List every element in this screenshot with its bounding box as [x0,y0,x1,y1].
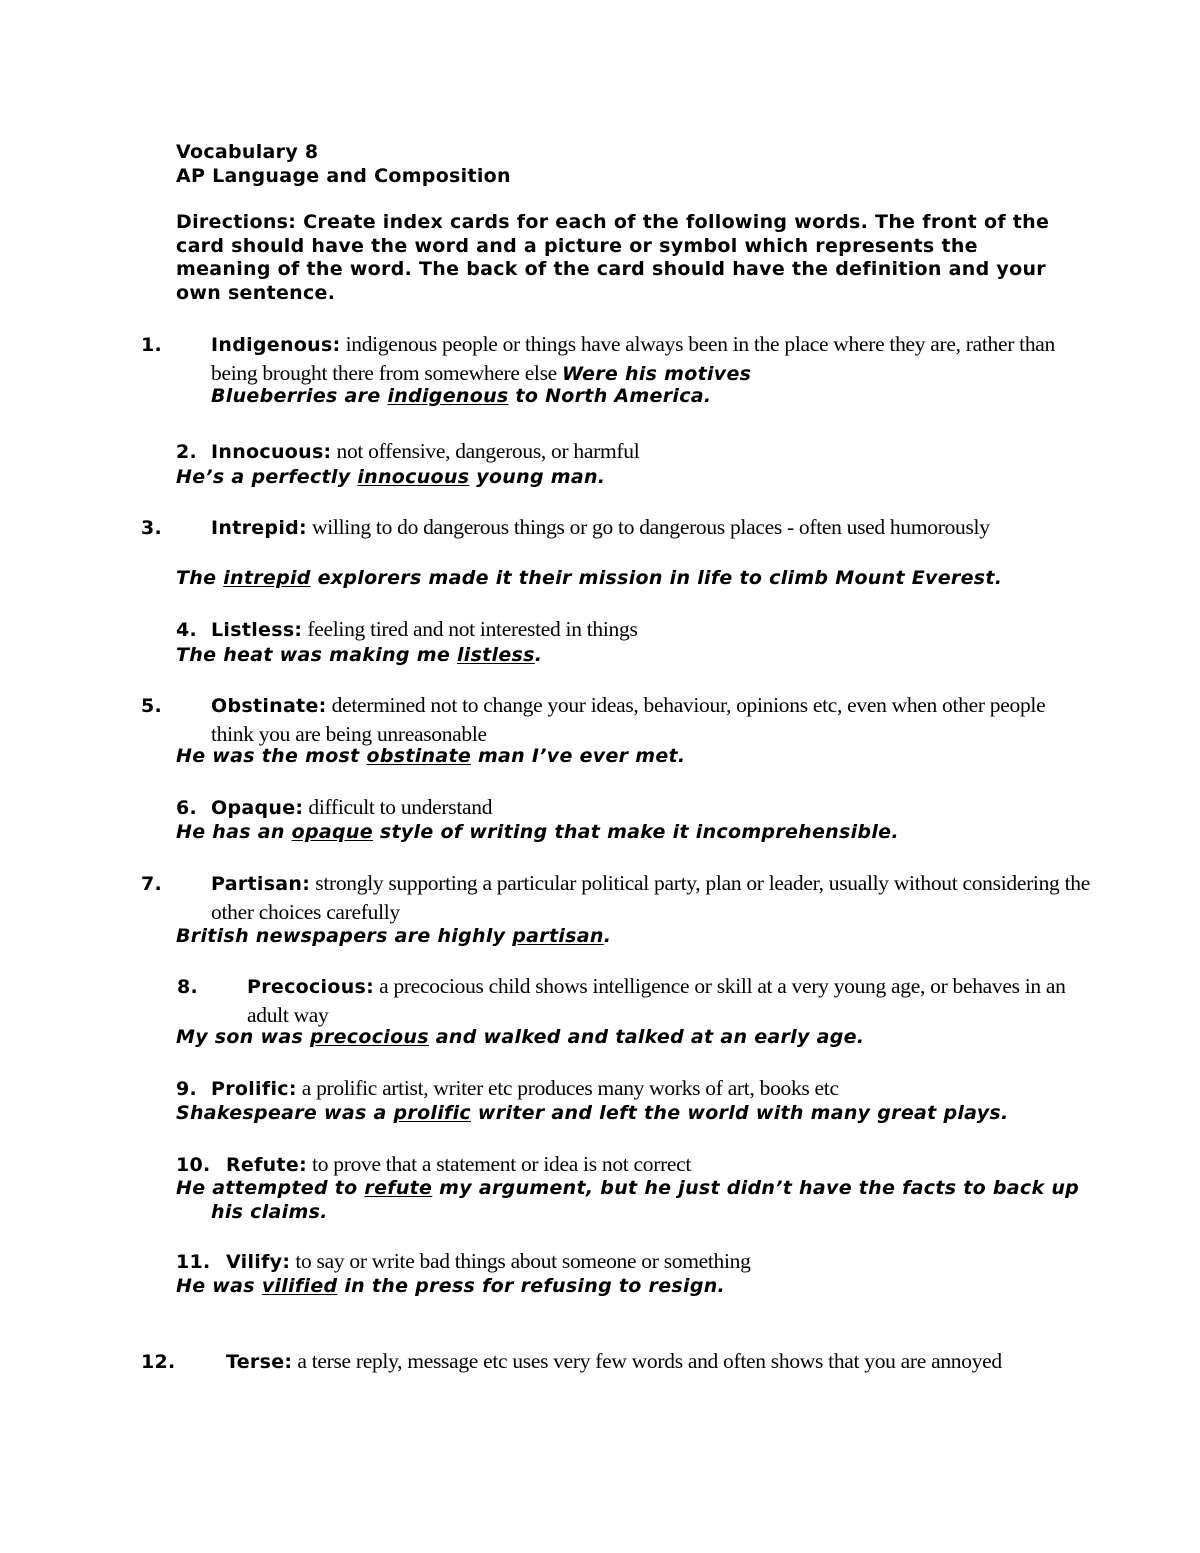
entry-definition: difficult to understand [303,795,493,819]
example-text: and walked and talked at an early age. [428,1026,865,1048]
example-text: style of writing that make it incomprehensible. [372,821,899,843]
entry-terse [141,1348,1091,1377]
example-text: British newspapers are highly [176,925,513,947]
entry-number: 10. [176,1154,211,1176]
example-text: young man. [469,466,606,488]
entry-refute [176,1151,1056,1180]
course-name: AP Language and Composition [176,164,511,187]
example-opaque [176,821,1056,845]
entry-inline-example: Were his motives [562,363,752,385]
entry-definition: a prolific artist, writer etc produces many works of art, books etc [296,1076,839,1100]
entry-definition: a precocious child shows intelligence or skill at a very young age, or behaves in an adult way [247,974,1066,1027]
example-text: my argument, but he just didn’t have the facts to back up his claims. [211,1177,1080,1223]
example-text: to North America. [508,385,712,407]
example-underlined-word: intrepid [223,567,311,589]
entry-definition: to prove that a statement or idea is not correct [306,1152,692,1176]
entry-indigenous [141,331,1091,389]
example-underlined-word: vilified [261,1275,338,1297]
example-intrepid [176,567,1056,591]
entry-number: 7. [141,873,163,895]
entry-number: 8. [177,976,199,998]
entry-number: 1. [141,334,163,356]
entry-definition: indigenous people or things have always been in the place where they are, rather than being brought there from somewhere else [211,332,1055,385]
entry-definition: feeling tired and not interested in things [302,617,638,641]
example-listless [176,644,1056,668]
example-text: . [534,644,543,666]
entry-number: 6. [176,797,198,819]
entry-term: Precocious: [247,976,375,998]
entry-number: 3. [141,517,163,539]
example-underlined-word: innocuous [357,466,470,488]
entry-definition: strongly supporting a particular political party, plan or leader, usually without considering the other choices carefully [211,871,1090,924]
entry-partisan [141,870,1091,928]
example-underlined-word: partisan [512,925,604,947]
entry-opaque [176,794,1056,823]
example-text: explorers made it their mission in life to climb Mount Everest. [310,567,1003,589]
entry-number: 5. [141,695,163,717]
example-text: Shakespeare was a [176,1102,394,1124]
example-text: in the press for refusing to resign. [337,1275,726,1297]
example-text: He was the most [176,745,367,767]
entry-definition: willing to do dangerous things or go to dangerous places - often used humorously [306,515,990,539]
entry-intrepid [141,514,1091,543]
example-text: man I’ve ever met. [471,745,686,767]
example-underlined-word: refute [364,1177,433,1199]
example-underlined-word: indigenous [387,385,509,407]
directions: Directions: Create index cards for each of the following words. The front of the card should have the word and a picture or symbol which represents the meaning of the word. The back of the card should have the definition and your own sentence. [176,211,1050,304]
entry-term: Vilify: [226,1251,291,1273]
entry-definition: determined not to change your ideas, behaviour, opinions etc, even when other people think you are being unreasonable [211,693,1046,746]
entry-term: Prolific: [211,1078,297,1100]
example-refute [176,1177,1091,1224]
example-text: writer and left the world with many great plays. [471,1102,1009,1124]
example-innocuous [176,466,1056,490]
entry-number: 12. [141,1351,176,1373]
example-text: He attempted to [176,1177,365,1199]
example-obstinate [176,745,1056,769]
vocabulary-title: Vocabulary 8 [176,141,319,163]
example-partisan [176,925,1056,949]
example-text: He’s a perfectly [176,466,358,488]
entry-term: Intrepid: [211,517,307,539]
entry-number: 9. [176,1078,198,1100]
entry-term: Listless: [211,619,303,641]
example-text: . [603,925,612,947]
entry-term: Refute: [226,1154,307,1176]
example-underlined-word: obstinate [366,745,472,767]
entry-number: 4. [176,619,198,641]
entry-term: Innocuous: [211,441,332,463]
entry-number: 2. [176,441,198,463]
entry-term: Indigenous: [211,334,341,356]
entry-term: Opaque: [211,797,304,819]
entry-term: Obstinate: [211,695,327,717]
entry-term: Partisan: [211,873,311,895]
entry-vilify [176,1248,1056,1277]
entry-definition: a terse reply, message etc uses very few words and often shows that you are annoyed [292,1349,1002,1373]
entry-listless [176,616,1056,645]
example-underlined-word: prolific [393,1102,471,1124]
entry-definition: to say or write bad things about someone or something [290,1249,751,1273]
example-vilify [176,1275,1056,1299]
example-text: He has an [176,821,292,843]
entry-definition: not offensive, dangerous, or harmful [331,439,640,463]
example-underlined-word: listless [456,644,535,666]
example-underlined-word: precocious [310,1026,429,1048]
example-text: The heat was making me [176,644,457,666]
example-precocious [176,1026,1056,1050]
example-text: The [176,567,224,589]
example-text: My son was [176,1026,311,1048]
entry-innocuous [176,438,1056,467]
entry-obstinate [141,692,1091,750]
example-text: Blueberries are [211,385,388,407]
example-prolific [176,1102,1056,1126]
document-title [176,141,1056,188]
example-text: He was [176,1275,262,1297]
example-underlined-word: opaque [291,821,373,843]
entry-number: 11. [176,1251,211,1273]
entry-prolific [176,1075,1056,1104]
example-indigenous [211,385,1056,409]
entry-precocious [177,973,1091,1031]
entry-term: Terse: [226,1351,293,1373]
